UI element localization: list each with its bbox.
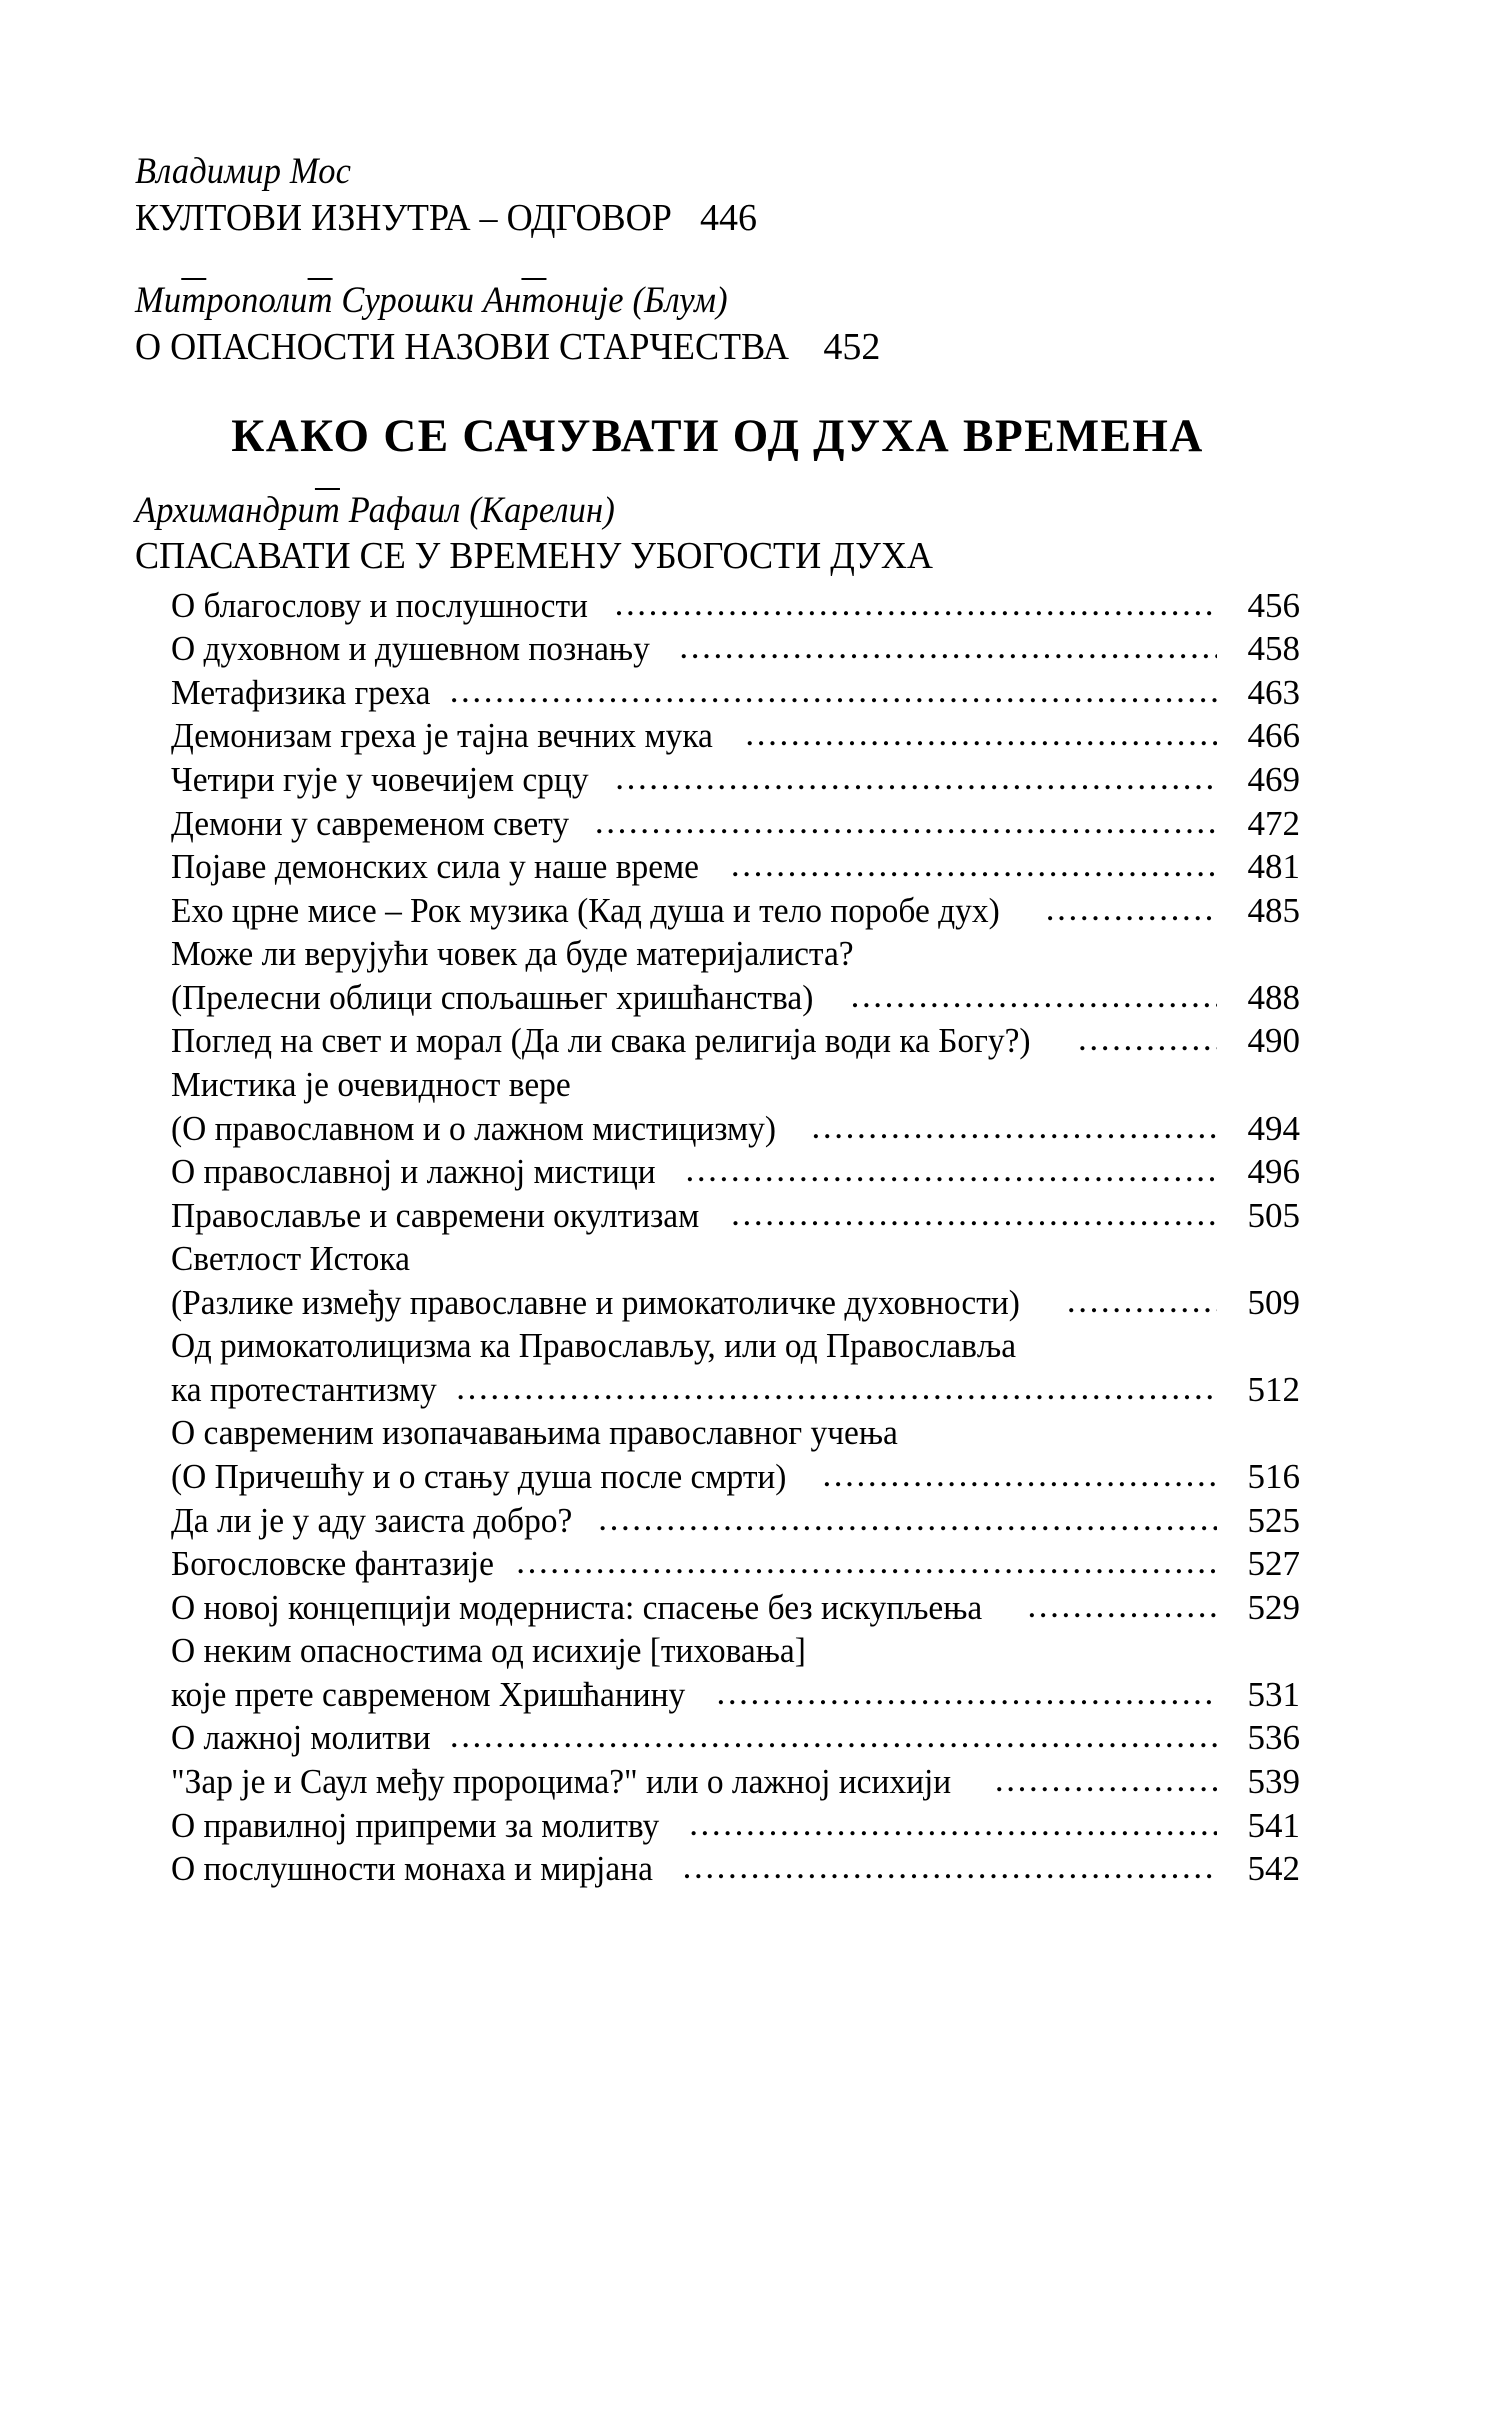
toc-entry-row[interactable]: [171, 1455, 1300, 1499]
toc-entry-row[interactable]: [171, 1804, 1300, 1848]
toc-entry-title: "Зар је и Саул међу пророцима?" или о лажној исихији: [171, 1761, 952, 1801]
dot-leader: [685, 1148, 1217, 1192]
toc-entry-title: Поглед на свет и морал (Да ли свака религија води ка Богу?): [171, 1021, 1031, 1061]
toc-entry-row[interactable]: [171, 714, 1300, 758]
toc-entry-row[interactable]: [171, 1760, 1300, 1804]
toc-entry-title: (О Причешћу и о стању душа после смрти): [171, 1457, 787, 1496]
page-number: 542: [1247, 1849, 1300, 1889]
toc-entry-title: Четири гује у човечијем срцу: [171, 760, 589, 799]
toc-entry-row[interactable]: [171, 758, 1300, 802]
toc-top-entry: [135, 150, 1300, 241]
toc-entry-title: Православље и савремени окултизам: [171, 1195, 700, 1235]
page-number: 458: [1247, 629, 1300, 669]
page-number: 446: [700, 196, 758, 239]
toc-entry-row[interactable]: [171, 1629, 1300, 1673]
dot-leader: [679, 625, 1217, 669]
toc-entry-row[interactable]: [171, 1499, 1300, 1543]
page-number: 529: [1247, 1587, 1300, 1627]
toc-entry-title: Метафизика греха: [171, 672, 431, 712]
toc-entry-title: Демонизам греха је тајна вечних мука: [171, 716, 713, 756]
toc-content: [135, 150, 1300, 1891]
section-subheading: СПАСАВАТИ СЕ У ВРЕМЕНУ УБОГОСТИ ДУХА: [135, 535, 933, 578]
toc-entry-row[interactable]: [171, 627, 1300, 671]
dot-leader: [1067, 1279, 1217, 1323]
toc-entry-row[interactable]: [171, 584, 1300, 628]
toc-top-row[interactable]: [135, 196, 1300, 242]
page-number: 488: [1247, 977, 1300, 1017]
dot-leader: [731, 1192, 1217, 1236]
toc-entry-row[interactable]: [171, 1673, 1300, 1717]
dot-leader: [456, 1366, 1217, 1410]
toc-entry-row[interactable]: [171, 1063, 1300, 1107]
toc-entry-title: Од римокатолицизма ка Православљу, или од Православља: [171, 1326, 1017, 1366]
page-number: 509: [1247, 1282, 1300, 1322]
toc-entry-row[interactable]: [171, 1150, 1300, 1194]
dot-leader: [851, 974, 1217, 1018]
section-author-line: [135, 489, 1218, 533]
dot-leader: [731, 843, 1217, 887]
toc-entry-title: О ОПАСНОСТИ НАЗОВИ СТАРЧЕСТВА: [135, 325, 789, 368]
author-name: Архимандрит Рафаил (Карелин): [135, 489, 615, 531]
author-name: Митрополит Сурошки Антоније (Блум): [135, 280, 728, 322]
toc-entry-row[interactable]: [171, 1542, 1300, 1586]
toc-entry-title: Ехо црне мисе – Рок музика (Кад душа и тело поробе дух): [171, 890, 1000, 930]
page-number: 490: [1247, 1021, 1300, 1061]
toc-entry-row[interactable]: [171, 976, 1300, 1020]
toc-entry-title: Демони у савременом свету: [171, 803, 570, 843]
dot-leader: [822, 1453, 1217, 1497]
section-heading: КАКО СЕ САЧУВАТИ ОД ДУХА ВРЕМЕНА: [231, 409, 1204, 462]
dot-leader: [516, 1540, 1217, 1584]
toc-entry-title: О православној и лажној мистици: [171, 1152, 656, 1192]
toc-entry-title: Да ли је у аду заиста добро?: [171, 1500, 573, 1540]
toc-entry-title: Може ли верујући човек да буде материјалиста?: [171, 934, 854, 974]
toc-entry-row[interactable]: [171, 1368, 1300, 1412]
toc-entry-row[interactable]: [171, 845, 1300, 889]
toc-entry-title: ка протестантизму: [171, 1369, 437, 1409]
page-number: 539: [1247, 1761, 1300, 1801]
toc-entry-title: (Прелесни облици спољашњег хришћанства): [171, 977, 814, 1017]
toc-entry-row[interactable]: [171, 1716, 1300, 1760]
dot-leader: [1078, 1017, 1217, 1061]
dot-leader: [595, 800, 1217, 844]
page-number: 452: [823, 325, 881, 368]
toc-entry-title: О неким опасностима од исихије [тиховања]: [171, 1631, 806, 1671]
toc-entry-row[interactable]: [171, 1411, 1300, 1455]
author-name: Владимир Мос: [135, 151, 352, 192]
toc-entry-title: О послушности монаха и мирјана: [171, 1849, 653, 1889]
toc-entry-title: које прете савременом Хришћанину: [171, 1674, 686, 1714]
toc-entry-title: О благослову и послушности: [171, 585, 588, 625]
toc-entry-row[interactable]: [171, 1019, 1300, 1063]
toc-entry-title: Појаве демонских сила у наше време: [171, 847, 700, 887]
spacer: [135, 245, 1300, 279]
toc-entry-row[interactable]: [171, 1107, 1300, 1151]
page-number: 494: [1247, 1108, 1300, 1148]
toc-entry-row[interactable]: [171, 1281, 1300, 1325]
toc-entry-title: (Разлике између православне и римокатоличке духовности): [171, 1282, 1020, 1322]
dot-leader: [745, 712, 1217, 756]
page-number: 463: [1247, 672, 1300, 712]
dot-leader: [812, 1105, 1217, 1149]
page-number: 525: [1247, 1500, 1300, 1540]
toc-entry-title: О савременим изопачавањима православног учења: [171, 1413, 898, 1453]
toc-entry-title: О духовном и душевном познању: [171, 629, 650, 669]
page-number: 469: [1247, 760, 1300, 799]
toc-top-row[interactable]: [135, 325, 1300, 371]
page-number: 505: [1247, 1195, 1300, 1235]
page-number: 496: [1247, 1152, 1300, 1192]
toc-entry-title: О правилној припреми за молитву: [171, 1805, 660, 1845]
toc-entry-title: О лажној молитви: [171, 1718, 431, 1758]
toc-entry-row[interactable]: [171, 671, 1300, 715]
toc-top-entry: [135, 279, 1300, 370]
dot-leader: [995, 1758, 1217, 1802]
toc-entry-title: О новој концепцији модерниста: спасење без искупљења: [171, 1587, 983, 1627]
toc-entry-title: Мистика је очевидност вере: [171, 1064, 571, 1104]
toc-entry-row[interactable]: [171, 1847, 1300, 1891]
page-number: 481: [1247, 847, 1300, 887]
dot-leader: [450, 1714, 1217, 1758]
toc-entry-row[interactable]: [171, 1586, 1300, 1630]
page-number: 472: [1247, 803, 1300, 843]
dot-leader: [1046, 887, 1217, 931]
toc-entry-title: КУЛТОВИ ИЗНУТРА – ОДГОВОР: [135, 196, 672, 239]
toc-entry-title: Светлост Истока: [171, 1239, 410, 1279]
page-number: 527: [1247, 1544, 1300, 1584]
toc-entry-row[interactable]: [171, 932, 1300, 976]
page-number: 536: [1247, 1718, 1300, 1758]
author-line: [135, 150, 1218, 194]
dot-leader: [615, 582, 1217, 626]
page-number: 541: [1247, 1805, 1300, 1845]
page-number: 466: [1247, 716, 1300, 756]
toc-entry-row[interactable]: [171, 1237, 1300, 1281]
page-number: 512: [1247, 1369, 1300, 1409]
dot-leader: [716, 1671, 1217, 1715]
toc-entry-row[interactable]: [171, 802, 1300, 846]
page-number: 456: [1247, 585, 1300, 625]
dot-leader: [615, 756, 1217, 800]
page-number: 516: [1247, 1457, 1300, 1496]
toc-entry-row[interactable]: [171, 1194, 1300, 1238]
dot-leader: [1027, 1584, 1217, 1628]
dot-leader: [450, 669, 1217, 713]
author-line: [135, 279, 1218, 323]
dot-leader: [683, 1845, 1217, 1889]
page-number: 531: [1247, 1674, 1300, 1714]
toc-entry-list: [135, 584, 1300, 1891]
toc-entry-row[interactable]: [171, 1324, 1300, 1368]
toc-entry-title: (О православном и о лажном мистицизму): [171, 1108, 777, 1148]
dot-leader: [689, 1802, 1217, 1846]
page-number: 485: [1247, 890, 1300, 930]
toc-entry-title: Богословске фантазије: [171, 1544, 495, 1584]
toc-entry-row[interactable]: [171, 889, 1300, 933]
dot-leader: [598, 1497, 1217, 1541]
